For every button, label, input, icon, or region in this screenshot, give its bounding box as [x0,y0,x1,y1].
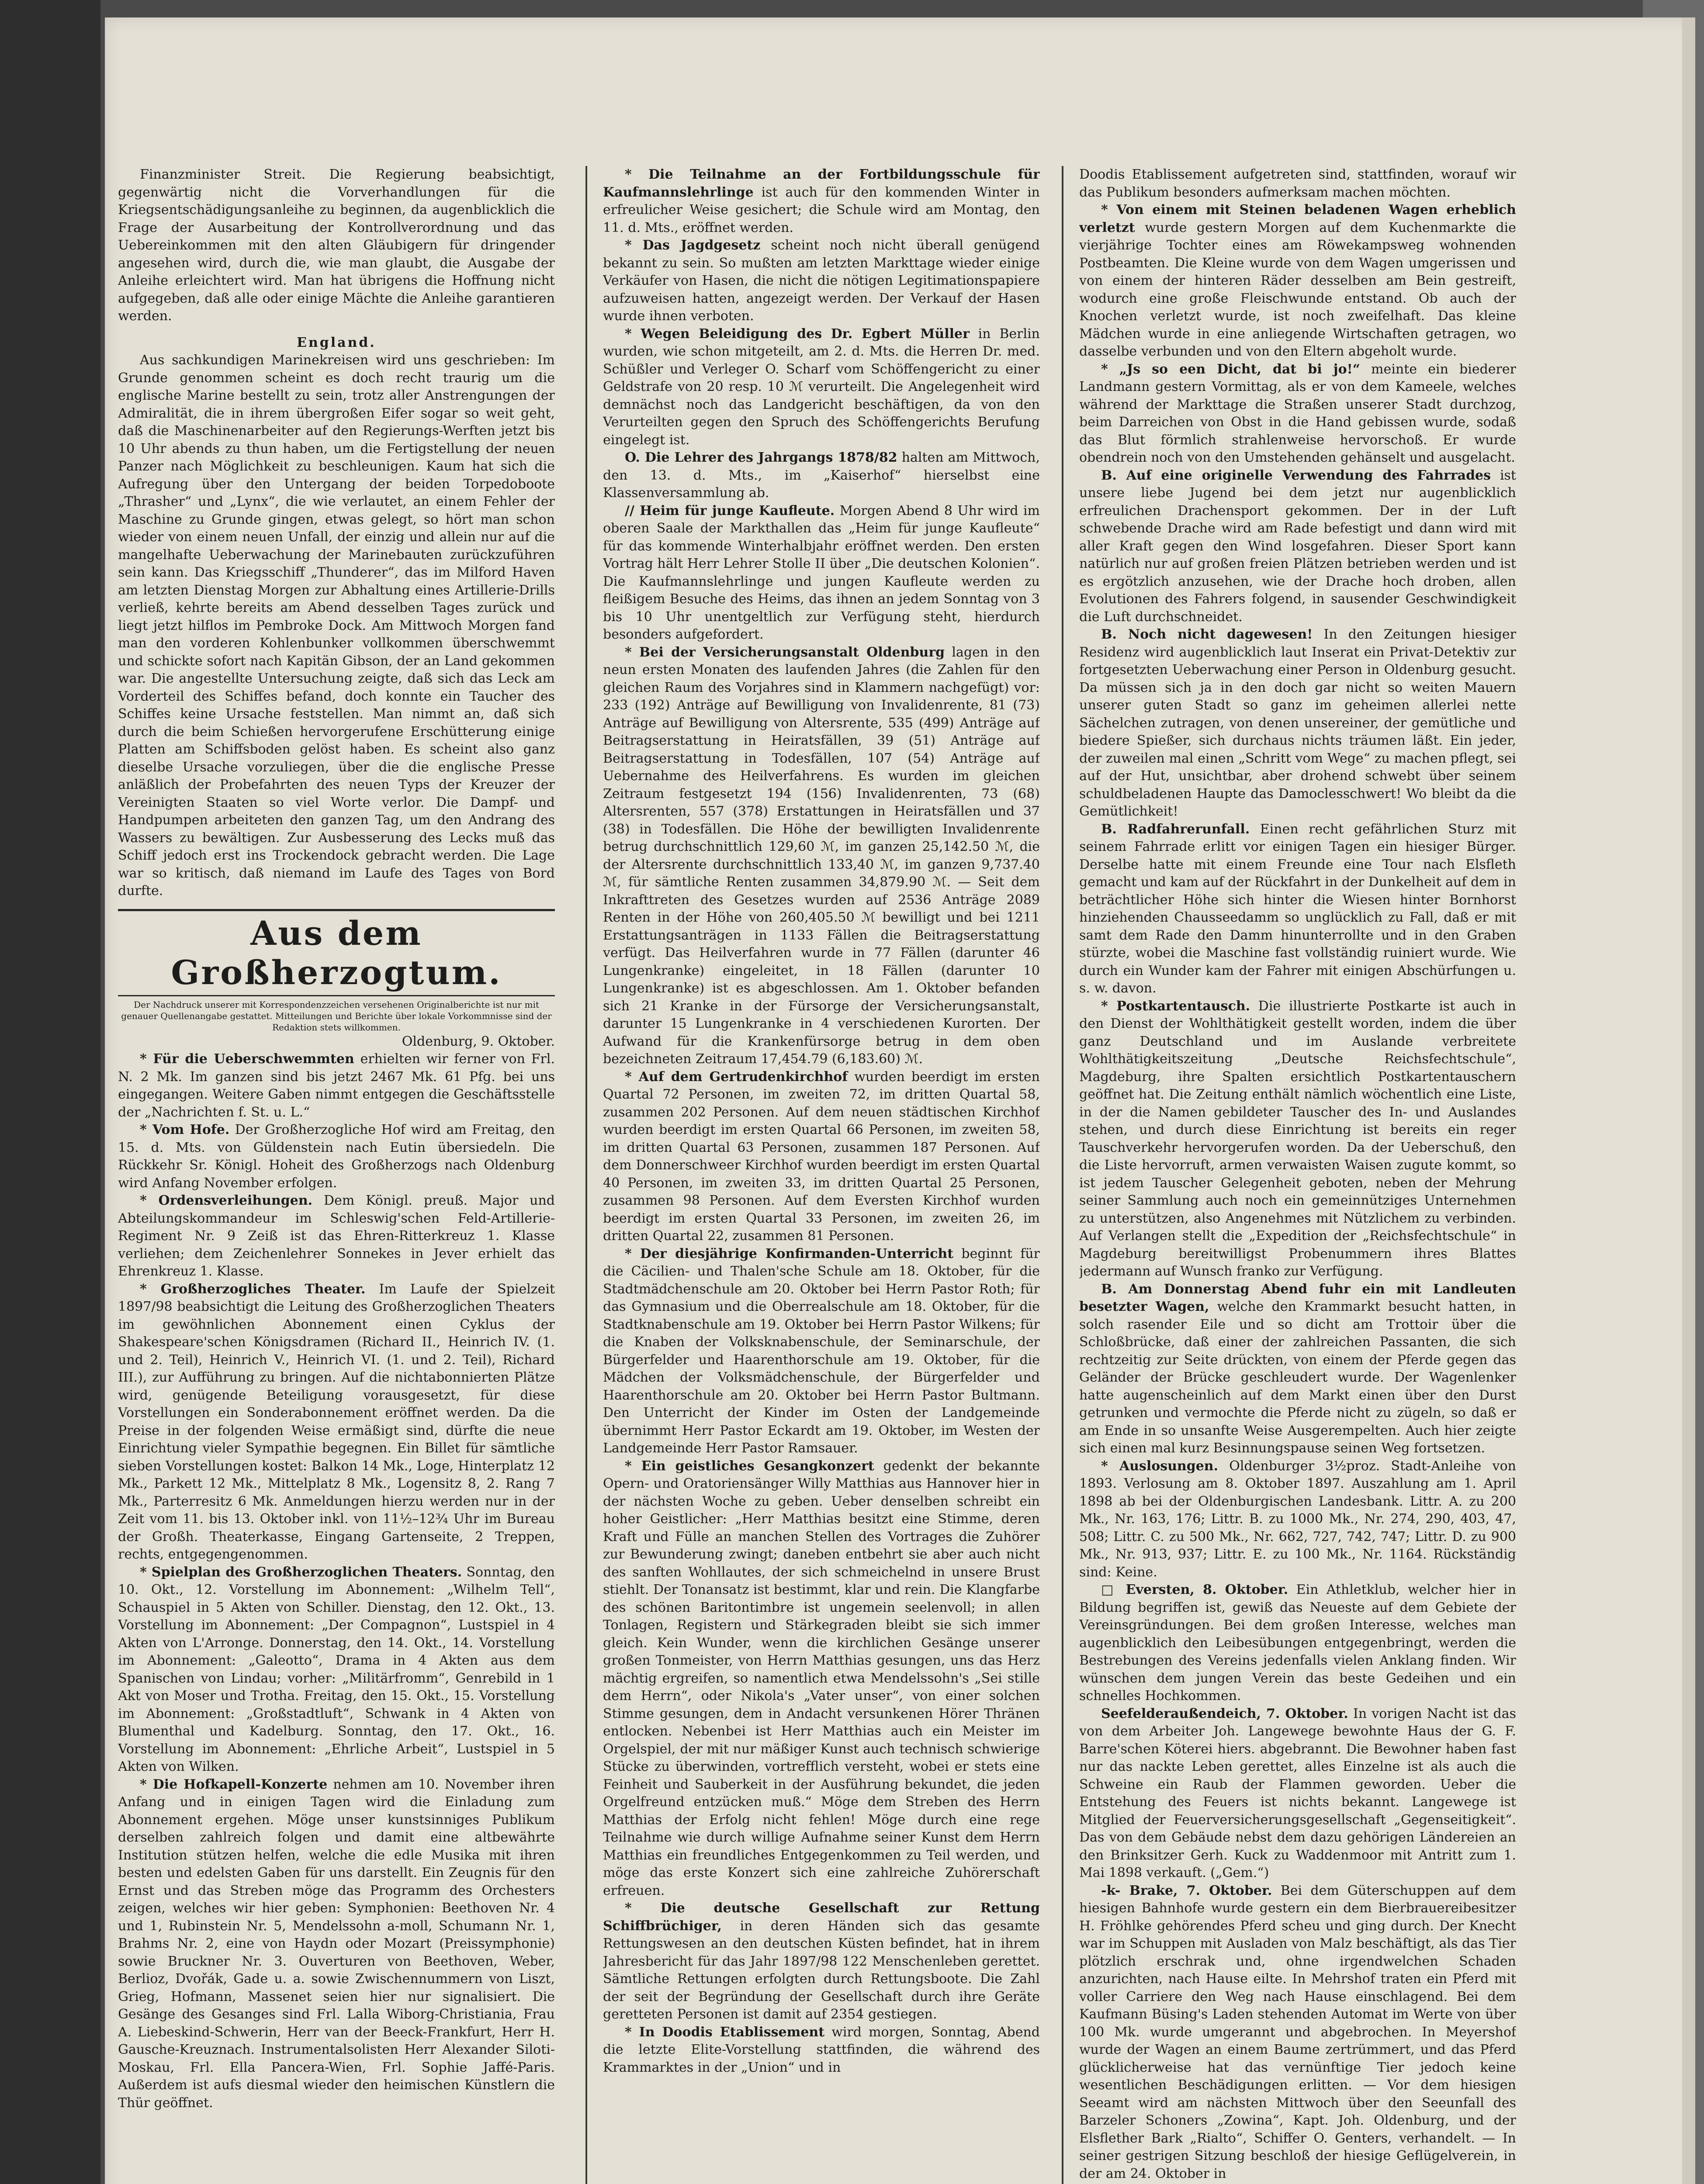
news-item [603,1458,1040,1900]
news-item-text: Dem Königl. preuß. Major und Abteilungskommandeur im Schleswig'schen Feld-Artillerie-Regiment Nr. 9 Zeiß ist das Ehren-Ritterkreuz 1. Klasse verliehen; dem Zeichenlehrer Sonnekes in Jever erhielt das Ehrenkreuz 1. Klasse. [118,1193,555,1279]
news-item [1079,1705,1516,1882]
news-item-text: Ein Athletklub, welcher hier in Bildung begriffen ist, gewiß das Neueste auf dem Gebiete der Vereinsgründungen. Bei dem großen Interesse, welches man augenblicklich den Leibesübungen entgegenbringt, werden die Bestrebungen des Vereins jedenfalls vielen Anklang finden. Wir wünschen dem jungen Verein das beste Gedeihen und ein schnelles Hochkommen. [1079,1582,1516,1704]
news-item-heading: * Vom Hofe. [140,1122,230,1137]
news-item-heading: * In Doodis Etablissement [625,2024,825,2040]
news-item [118,1192,555,1281]
news-item-text: Im Laufe der Spielzeit 1897/98 beabsichtigt die Leitung des Großherzoglichen Theaters im gewöhnlichen Abonnement einen Cyklus der Shakespeare'schen Königsdramen (Richard II., Heinrich IV. (1. und 2. Teil), Heinrich V., Heinrich VI. (1. und 2. Teil), Richard III.), zur Aufführung zu bringen. Auf die nichtabonnierten Plätze wird, genügende Beteiligung vorausgesetzt, für diese Vorstellungen ein Sonderabonnement eröffnet werden. Da die Preise in der folgenden Weise ermäßigt sind, dürfte die neue Einrichtung vieler Sympathie begegnen. Ein Billet für sämtliche sieben Vorstellungen kostet: Balkon 14 Mk., Loge, Hinterplatz 12 Mk., Parkett 12 Mk., Mittelplatz 8 Mk., Logensitz 8, 2. Rang 7 Mk., Parterresitz 6 Mk. Anmeldungen hierzu werden nur in der Zeit vom 11. bis 13. Oktober inkl. von 11½–12¾ Uhr im Bureau der Großh. Theaterkasse, Eingang Gartenseite, 2 Treppen, rechts, entgegengenommen. [118,1281,555,1562]
news-item [1079,998,1516,1281]
news-item-heading: Seefelderaußendeich, 7. Oktober. [1101,1706,1348,1721]
news-item [1079,821,1516,998]
news-item-text: Bei dem Güterschuppen auf dem hiesigen Bahnhofe wurde gestern ein dem Bierbrauereibesitzer H. Fröhlke gehörendes Pferd scheu und ging durch. Der Knecht war im Schuppen mit Ausladen von Malz beschäftigt, als das Tier plötzlich erschrak und, ohne irgendwelchen Schaden anzurichten, nach Hause eilte. In Mehrshof traten ein Pferd mit voller Carriere den Weg nach Hause einschlagend. Bei dem Kaufmann Büsing's Laden stehenden Automat im Werte von über 100 Mk. wurde umgerannt und abgebrochen. In Meyershof wurde der Wagen an einem Baume zertrümmert, und das Pferd glücklicherweise hat das vernünftige Tier jedoch keine wesentlichen Beschädigungen erlitten. — Vor dem hiesigen Seeamt wird am nächsten Mittwoch über den Seeunfall des Barzeler Schoners „Zowina“, Kapt. Joh. Oldenburg, und der Elsflether Bark „Rialto“, Schiffer O. Genters, verhandelt. — In seiner gestrigen Sitzung beschloß der hiesige Geflügelverein, in der am 24. Oktober in [1079,1883,1516,2181]
news-item-text: wird morgen, Sonntag, Abend die letzte Elite-Vorstellung stattfinden, die während des Krammarktes in der „Union“ und in [603,2024,1040,2075]
scan-background-left [0,0,100,2184]
news-item-heading: B. Am Donnerstag Abend fuhr ein mit Landleuten besetzter Wagen, [1079,1281,1516,1314]
news-item-text: scheint noch nicht überall genügend bekannt zu sein. So mußten am letzten Markttage wieder einige Verkäufer von Hasen, die nicht die nötigen Legitimationspapiere aufzuweisen hatten, angezeigt werden. Der Verkauf der Hasen wurde ihnen verboten. [603,238,1040,324]
news-item-heading: O. Die Lehrer des Jahrgangs 1878/82 [625,450,897,465]
news-item-text: Sonntag, den 10. Okt., 12. Vorstellung im Abonnement: „Wilhelm Tell“, Schauspiel in 5 Akten von Schiller. Dienstag, den 12. Okt., 13. Vorstellung im Abonnement: „Der Compagnon“, Lustspiel in 4 Akten von L'Arronge. Donnerstag, den 14. Okt., 14. Vorstellung im Abonnement: „Galeotto“, Drama in 4 Akten aus dem Spanischen von Lindau; vorher: „Militärfromm“, Genrebild in 1 Akt von Moser und Trotha. Freitag, den 15. Okt., 15. Vorstellung im Abonnement: „Großstadtluft“, Schwank in 4 Akten von Blumenthal und Kadelburg. Sonntag, den 17. Okt., 16. Vorstellung im Abonnement: „Ehrliche Arbeit“, Lustspiel in 5 Akten von Wilken. [118,1564,555,1774]
news-item [118,1051,555,1121]
news-item-heading: * Die Hofkapell-Konzerte [140,1776,328,1792]
news-item-heading: * Die Teilnahme an der Fortbildungsschule für Kaufmannslehrlinge [603,167,1040,200]
news-item-text: Morgen Abend 8 Uhr wird im oberen Saale der Markthallen das „Heim für junge Kaufleute“ für das kommende Winterhalbjahr eröffnet werden. Den ersten Vortrag hält Herr Lehrer Stolle II über „Die deutschen Kolonien“. Die Kaufmannslehrlinge und jungen Kaufleute werden zu fleißigem Besuche des Heims, das ihnen an jedem Sonntag von 3 bis 10 Uhr unentgeltlich zur Verfügung steht, hierdurch besonders aufgefordert. [603,503,1040,642]
news-item [603,2024,1040,2077]
news-item-text: In den Zeitungen hiesiger Residenz wird augenblicklich laut Inserat ein Privat-Detektiv zur fortgesetzten Ueberwachung einer Person in Oldenburg gesucht. Da müssen sich ja in den doch gar nicht so weiten Mauern unserer guten Stadt so ganz im geheimen allerlei nette Sächelchen zutragen, von denen unsereiner, der gemütliche und biedere Spießer, sich durchaus nichts träumen läßt. Ein jeder, der zuweilen mal einen „Schritt vom Wege“ zu machen pflegt, sei auf der Hut, unsichtbar, aber drohend schwebt über seinem schuldbeladenen Haupte das Damoclesschwert! Wo bleibt da die Gemütlichkeit! [1079,627,1516,819]
news-item-heading: * Spielplan des Großherzoglichen Theaters. [140,1564,462,1580]
news-item-heading: * Bei der Versicherungsanstalt Oldenburg [625,644,945,660]
news-item-heading: B. Radfahrerunfall. [1101,821,1250,837]
news-item-text: gedenkt der bekannte Opern- und Oratoriensänger Willy Matthias aus Hannover hier in der nächsten Woche zu geben. Ueber denselben schreibt ein hoher Geistlicher: „Herr Matthias besitzt eine Stimme, deren Kraft und Fülle an manchen Stellen des Vortrages die Zuhörer zur Bewunderung zwingt; daneben entbehrt sie aber auch nicht des sanften Wohllautes, der sich schmeichelnd in unsere Brust stiehlt. Der Tonansatz ist bestimmt, klar und rein. Die Klangfarbe des schönen Baritontimbre ist ungemein seelenvoll; in allen Tonlagen, Registern und Stärkegraden bleibt sie sich immer gleich. Kein Wunder, wenn die kirchlichen Gesänge unserer großen Tonmeister, von Herrn Matthias gesungen, uns das Herz mächtig ergreifen, so namentlich etwa Mendelssohn's „Sei stille dem Herrn“, oder Nikola's „Vater unser“, von einer solchen Stimme gesungen, dem in Andacht versunkenen Hörer Thränen entlocken. Nebenbei ist Herr Matthias auch ein Meister im Orgelspiel, der mit nur mäßiger Kunst auch technisch schwierige Stücke zu überwinden, vortrefflich versteht, wobei er stets eine Feinheit und Sauberkeit in der Ausführung bekundet, die jeden Orgelfreund entzücken muß.“ Möge dem Streben des Herrn Matthias der Erfolg nicht fehlen! Möge durch eine rege Teilnahme wie durch willige Aufnahme seiner Kunst dem Herrn Matthias ein freundliches Entgegenkommen zu Teil werden, und möge das erste Konzert sich eine zahlreiche Zuhörerschaft erfreuen. [603,1458,1040,1898]
news-item-heading: * Der diesjährige Konfirmanden-Unterricht [625,1246,954,1261]
news-item [603,1900,1040,2024]
column-rule-2 [1062,166,1063,2184]
news-item-text: halten am Mittwoch, den 13. d. Mts., im „Kaiserhof“ hierselbst eine Klassenversammlung ab. [603,450,1040,501]
news-item-heading: □ Eversten, 8. Oktober. [1101,1582,1288,1597]
news-item [1079,467,1516,626]
england-heading: England. [297,335,376,350]
news-item-text: ist auch für den kommenden Winter in erfreulicher Weise gesichert; die Schule wird am Montag, den 11. d. Mts., eröffnet werden. [603,184,1040,235]
news-item-text: erhielten wir ferner von Frl. N. 2 Mk. Im ganzen sind bis jetzt 2467 Mk. 61 Pfg. bei uns eingegangen. Weitere Gaben nimmt entgegen die Geschäftsstelle der „Nachrichten f. St. u. L.“ [118,1051,555,1120]
section-title: Aus dem Großherzogtum. [118,909,555,996]
news-item [118,1121,555,1192]
column-rule-1 [585,166,587,2184]
news-item-heading: * Ordensverleihungen. [140,1193,313,1208]
dateline: Oldenburg, 9. Oktober. [402,1033,555,1049]
news-item [603,502,1040,644]
news-item [1079,201,1516,361]
news-item-heading: * Das Jagdgesetz [625,238,761,253]
news-item-text: wurde gestern Morgen auf dem Kuchenmarkte die vierjährige Tochter eines am Röwekampsweg wohnenden Postbeamten. Die Kleine wurde von dem Wagen umgerissen und von einem der hinteren Räder desselben am Bein gestreift, wodurch eine große Fleischwunde entstand. Ob auch der Knochen verletzt wurde, ist noch zweifelhaft. Das kleine Mädchen wurde in eine anliegende Wirtschaften getragen, wo dasselbe verbunden und von den Eltern abgeholt wurde. [1079,220,1516,359]
news-item-heading: -k- Brake, 7. Oktober. [1101,1883,1272,1898]
news-item [603,237,1040,325]
news-item-continued: Doodis Etablissement aufgetreten sind, stattfinden, worauf wir das Publikum besonders aufmerksam machen möchten. [1079,167,1516,200]
news-item [1079,626,1516,821]
column-3 [1079,166,1516,2184]
news-item-text: welche den Krammarkt besucht hatten, in solch rasender Eile und so dicht am Trottoir über die Schloßbrücke, daß einer der zahlreichen Passanten, die sich rechtzeitig zur Seite drückten, von einem der Pferde gegen das Geländer der Brücke geschleudert wurde. Der Wagenlenker hatte augenscheinlich auf dem Markt einen über den Durst getrunken und vermochte die Pferde nicht zu zügeln, so daß er am Ende in so unsanfte Weise Ausgerempelten. Auch hier zeigte sich einen mal kurz Besinnungspause seinen Weg fortsetzen. [1079,1299,1516,1456]
article-intro: Finanzminister Streit. Die Regierung beabsichtigt, gegenwärtig nicht die Vorverhandlungen für die Kriegsentschädigungsanleihe zu beginnen, da augenblicklich die Frage der Ausarbeitung der Kontrollverordnung und das Uebereinkommen mit den alten Gläubigern für dringender angesehen wird, durch die, wie man glaubt, die Ausgabe der Anleihe erleichtert wird. Man hat übrigens die Hoffnung nicht aufgegeben, daß alle oder einige Mächte die Anleihe garantieren werden. [118,167,555,324]
news-item [603,449,1040,502]
news-item-heading: * Die deutsche Gesellschaft zur Rettung Schiffbrüchiger, [603,1901,1040,1934]
news-item [118,1281,555,1564]
news-item [603,166,1040,237]
news-item-heading: * Auf dem Gertrudenkirchhof [625,1069,848,1085]
news-item [603,325,1040,449]
news-item-heading: * Großherzogliches Theater. [140,1281,366,1297]
news-item-heading: B. Auf eine originelle Verwendung des Fahrrades [1101,467,1491,483]
news-item-heading: * Auslosungen. [1101,1458,1219,1474]
news-item-text: Oldenburger 3½proz. Stadt-Anleihe von 1893. Verlosung am 8. Oktober 1897. Auszahlung am 1. April 1898 ab bei der Oldenburgischen Landesbank. Littr. A. zu 200 Mk., Nr. 163, 176; Littr. B. zu 1000 Mk., Nr. 274, 290, 403, 47, 508; Littr. C. zu 500 Mk., Nr. 662, 727, 742, 747; Littr. D. zu 900 Mk., Nr. 913, 937; Littr. E. zu 100 Mk., Nr. 1164. Rückständig sind: Keine. [1079,1458,1516,1580]
news-item [603,1245,1040,1458]
news-item-text: lagen in den neun ersten Monaten des laufenden Jahres (die Zahlen für den gleichen Raum des Vorjahres sind in Klammern nachgefügt) vor: 233 (192) Anträge auf Bewilligung von Invalidenrente, 81 (73) Anträge auf Bewilligung von Altersrente, 535 (499) Anträge auf Beitragserstattung in Heiratsfällen, 39 (51) Anträge auf Beitragserstattung in Todesfällen, 107 (54) Anträge auf Uebernahme des Heilverfahrens. Es wurden im gleichen Zeitraum festgesetzt 194 (156) Invalidenrenten, 73 (68) Altersrenten, 557 (378) Erstattungen in Heiratsfällen und 37 (38) in Todesfällen. Die Höhe der bewilligten Invalidenrente betrug durchschnittlich 129,60 ℳ, im ganzen 25,142.50 ℳ, die der Altersrente durchschnittlich 133,40 ℳ, im ganzen 9,737.40 ℳ, für sämtliche Renten zusammen 34,879.90 ℳ. — Seit dem Inkrafttreten des Gesetzes wurden auf 2536 Anträge 2089 Renten in der Höhe von 260,405.50 ℳ bewilligt und bei 1211 Erstattungsanträgen in 1133 Fällen die Beitragserstattung verfügt. Das Heilverfahren wurde in 77 Fällen (darunter 46 Lungenkranke) eingeleitet, in 18 Fällen (darunter 10 Lungenkranke) ist es abgeschlossen. Am 1. Oktober befanden sich 21 Kranke in der Fürsorge der Versicherungsanstalt, darunter 15 Lungenkranke in 4 verschiedenen Kurorten. Der Aufwand für die Krankenfürsorge betrug in dem oben bezeichneten Zeitraum 17,454.79 (6,183.60) ℳ. [603,644,1040,1067]
news-item [1079,1281,1516,1458]
news-item-text: beginnt für die Cäcilien- und Thalen'sche Schule am 18. Oktober, für die Stadtmädchenschule am 20. Oktober bei Herrn Pastor Roth; für das Gymnasium und die Oberrealschule am 18. Oktober, für die Stadtknabenschule am 19. Oktober bei Herrn Pastor Wilkens; für die Knaben der Volksknabenschule, der Seminarschule, der Bürgerfelder und Haarenthorschule am 19. Oktober, für die Mädchen der Volksmädchenschule, der Bürgerfelder und Haarenthorschule am 20. Oktober bei Herrn Pastor Bultmann. Den Unterricht der Kinder im Osten der Landgemeinde übernimmt Herr Pastor Eckardt am 19. Oktober, im Westen der Landgemeinde Herr Pastor Ramsauer. [603,1246,1040,1456]
reprint-notice: Der Nachdruck unserer mit Korrespondenzzeichen versehenen Originalberichte ist nur mit genauer Quellenangabe gestattet. Mitteilungen und Berichte über lokale Vorkommnisse sind der Redaktion stets willkommen. [121,999,552,1033]
news-item-heading: * Ein geistliches Gesangkonzert [625,1458,874,1474]
column-1 [118,166,555,2184]
news-item-heading: B. Noch nicht dagewesen! [1101,627,1313,642]
news-item-heading: * Wegen Beleidigung des Dr. Egbert Müller [625,326,970,342]
news-item-heading: * „Js so een Dicht, dat bi jo!“ [1101,361,1361,377]
news-item-text: ist unsere liebe Jugend bei dem jetzt nur augenblicklich erfreulichen Drachensport gekommen. Der in der Luft schwebende Drache wird am Rade befestigt und dann wird mit aller Kraft gegen den Wind losgefahren. Dieser Sport kann natürlich nur auf großen freien Plätzen betrieben werden und ist es ergötzlich anzusehen, wie der Drache hoch droben, allen Evolutionen des Fahrers folgend, in sausender Geschwindigkeit die Luft durchschneidet. [1079,467,1516,625]
news-item-text: in deren Händen sich das gesamte Rettungswesen an den deutschen Küsten befindet, hat in ihrem Jahresbericht für das Jahr 1897/98 122 Menschenleben gerettet. Sämtliche Rettungen erfolgten durch Rettungsboote. Die Zahl der seit der Begründung der Gesellschaft durch ihre Geräte geretteten Personen ist damit auf 2354 gestiegen. [603,1918,1040,2022]
news-item [603,644,1040,1068]
news-item [603,1068,1040,1245]
news-item [118,1776,555,2112]
news-item-heading: // Heim für junge Kaufleute. [625,503,835,518]
news-item-text: Einen recht gefährlichen Sturz mit seinem Fahrrade erlitt vor einigen Tagen ein hiesiger Bürger. Derselbe hatte mit einem Freunde eine Tour nach Elsfleth gemacht und kam auf der Rückfahrt in der Dunkelheit auf dem in beträchtlicher Höhe sich hinter die Wiesen hinter Bornhorst hinziehenden Chausseedamm so unglücklich zu Fall, daß er mit samt dem Rade den Damm hinunterrollte und in den Graben stürzte, wobei die Maschine fast vollständig ruiniert wurde. Wie durch ein Wunder kam der Fahrer mit einigen Abschürfungen u. s. w. davon. [1079,821,1516,996]
column-2 [603,166,1040,2184]
news-item-text: meinte ein biederer Landmann gestern Vormittag, als er von dem Kameele, welches während der Markttage die Straßen unserer Stadt durchzog, beim Darreichen von Obst in die Hand gebissen wurde, sodaß das Blut förmlich strahlenweise hervorschoß. Er wurde obendrein noch von den Umstehenden gehänselt und ausgelacht. [1079,361,1516,465]
news-item-text: Der Großherzogliche Hof wird am Freitag, den 15. d. Mts. von Güldenstein nach Eutin übersiedeln. Die Rückkehr Sr. Königl. Hoheit des Großherzogs nach Oldenburg wird Anfang November erfolgen. [118,1122,555,1191]
news-item [1079,1882,1516,2183]
england-article: Aus sachkundigen Marinekreisen wird uns geschrieben: Im Grunde genommen scheint es doch recht traurig um die englische Marine bestellt zu sein, trotz aller Anstrengungen der Admiralität, die in ihrem übergroßen Eifer sogar so weit geht, daß die Maschinenarbeiter auf den Regierungs-Werften jetzt bis 10 Uhr abends zu thun haben, um die Fertigstellung der neuen Panzer nach Möglichkeit zu beschleunigen. Kaum hat sich die Aufregung über den Untergang der beiden Torpedoboote „Thrasher“ und „Lynx“, die wie verlautet, an einem Fehler der Maschine zu Grunde gingen, etwas gelegt, so hört man schon wieder von einem neuen Unfall, der einzig und allein nur auf die mangelhafte Ueberwachung der Marinebauten zurückzuführen sein kann. Das Kriegsschiff „Thunderer“, das im Milford Haven am letzten Dienstag Morgen zur Abhaltung eines Artillerie-Drills verließ, kehrte bereits am Abend desselben Tages zurück und liegt jetzt hilflos im Pembroke Dock. Am Mittwoch Morgen fand man den vorderen Kohlenbunker vollkommen überschwemmt und schickte sofort nach Kapitän Gibson, der an Land gekommen war. Die angestellte Untersuchung zeigte, daß sich das Leck am Vorderteil des Schiffes befand, doch konnte ein Taucher des Schiffes keine Ursache feststellen. Man nimmt an, daß sich durch die beim Schießen hervorgerufene Erschütterung einige Platten am Schiffsboden gelöst haben. Es scheint also ganz dieselbe Ursache vorzuliegen, über die die englische Presse anläßlich der Probefahrten des neuen Typs der Kreuzer der Vereinigten Staaten so viel Worte verlor. Die Dampf- und Handpumpen arbeiteten den ganzen Tag, um den Andrang des Wassers zu bewältigen. Zur Ausbesserung des Lecks muß das Schiff jedoch erst ins Trockendock gebracht werden. Die Lage war so kritisch, daß niemand im Laufe des Tages von Bord durfte. [118,352,555,898]
news-item-text: in Berlin wurden, wie schon mitgeteilt, am 2. d. Mts. die Herren Dr. med. Schüßler und Verleger O. Scharf vom Schöffengericht zu einer Geldstrafe von 20 resp. 10 ℳ verurteilt. Die Angelegenheit wird demnächst noch das Landgericht beschäftigen, da von den Verurteilten gegen den Spruch des Schöffengerichts Berufung eingelegt ist. [603,326,1040,448]
news-item [1079,361,1516,467]
news-item-text: In vorigen Nacht ist das von dem Arbeiter Joh. Langewege bewohnte Haus der G. F. Barre'schen Köterei hiers. abgebrannt. Die Bewohner haben fast nur das nackte Leben gerettet, alles Einzelne ist als auch die Schweine ein Raub der Flammen geworden. Ueber die Entstehung des Feuers ist nichts bekannt. Langewege ist Mitglied der Feuerversicherungsgesellschaft „Gegenseitigkeit“. Das von dem Gebäude nebst dem dazu gehörigen Ländereien an den Brinksitzer Gerh. Kuck zu Waddenmoor mit Antritt zum 1. Mai 1898 verkauft. („Gem.“) [1079,1706,1516,1880]
news-item-heading: * Postkartentausch. [1101,998,1250,1014]
page-edge [1682,17,1695,2184]
news-item-text: nehmen am 10. November ihren Anfang und in einigen Tagen wird die Einladung zum Abonnement ergehen. Möge unser kunstsinniges Publikum derselben zahlreich folgen und damit eine altbewährte Institution stützen helfen, welche die edle Musika mit ihren besten und edelsten Gaben für uns darstellt. Ein Zeugnis für den Ernst und das Streben möge das Programm des Orchesters zeigen, welches wir hier geben: Symphonien: Beethoven Nr. 4 und 1, Rubinstein Nr. 5, Mendelssohn a-moll, Schumann Nr. 1, Brahms Nr. 2, eine von Haydn oder Mozart (Preissymphonie) sowie Bruckner Nr. 3. Ouverturen von Beethoven, Weber, Berlioz, Dvořák, Gade u. a. sowie Zwischennummern von Liszt, Grieg, Hofmann, Massenet seien hier nur signalisiert. Die Gesänge des Gesanges sind Frl. Lalla Wiborg-Christiania, Frau A. Liebeskind-Schwerin, Herr van der Beeck-Frankfurt, Herr H. Gausche-Kreuznach. Instrumentalsolisten Herr Alexander Siloti-Moskau, Frl. Ella Pancera-Wien, Frl. Sophie Jaffé-Paris. Außerdem ist aufs diesmal wieder den heimischen Künstlern die Thür geöffnet. [118,1776,555,2111]
news-item [1079,1458,1516,1582]
news-item-heading: * Für die Ueberschwemmten [140,1051,354,1067]
news-item [118,1564,555,1776]
news-item-text: wurden beerdigt im ersten Quartal 72 Personen, im zweiten 72, im dritten Quartal 58, zusammen 202 Personen. Auf dem neuen städtischen Kirchhof wurden beerdigt im ersten Quartal 66 Personen, im zweiten 58, im dritten Quartal 63 Personen, zusammen 187 Personen. Auf dem Donnerschweer Kirchhof wurden beerdigt im ersten Quartal 40 Personen, im zweiten 33, im dritten Quartal 25 Personen, zusammen 98 Personen. Auf dem Eversten Kirchhof wurden beerdigt im ersten Quartal 33 Personen, im zweiten 26, im dritten Quartal 22, zusammen 81 Personen. [603,1069,1040,1244]
news-item-heading: * Von einem mit Steinen beladenen Wagen erheblich verletzt [1079,202,1516,235]
news-item-text: Die illustrierte Postkarte ist auch in den Dienst der Wohlthätigkeit gestellt worden, indem die über ganz Deutschland und im Auslande verbreitete Wohlthätigkeitszeitung „Deutsche Reichsfechtschule“, Magdeburg, ihre Spalten ersichtlich Postkartentauschern geöffnet hat. Die Zeitung enthält nämlich wöchentlich eine Liste, in der die Namen gebildeter Tauscher des In- und Auslandes stehen, und durch diese Einrichtung ist bereits ein reger Tauschverkehr hervorgerufen worden. Da der Ueberschuß, den die Liste hervorruft, armen verwaisten Waisen zugute kommt, so ist jedem Tauscher Gelegenheit geboten, neben der Mehrung seiner Sammlung auch noch ein gemeinnütziges Unternehmen zu unterstützen, also Angenehmes mit Nützlichem zu verbinden. Auf Verlangen stellt die „Expedition der „Reichsfechtschule“ in Magdeburg bereitwilligst Probenummern ihres Blattes jedermann auf Wunsch franko zur Verfügung. [1079,998,1516,1279]
news-item [1079,1581,1516,1705]
